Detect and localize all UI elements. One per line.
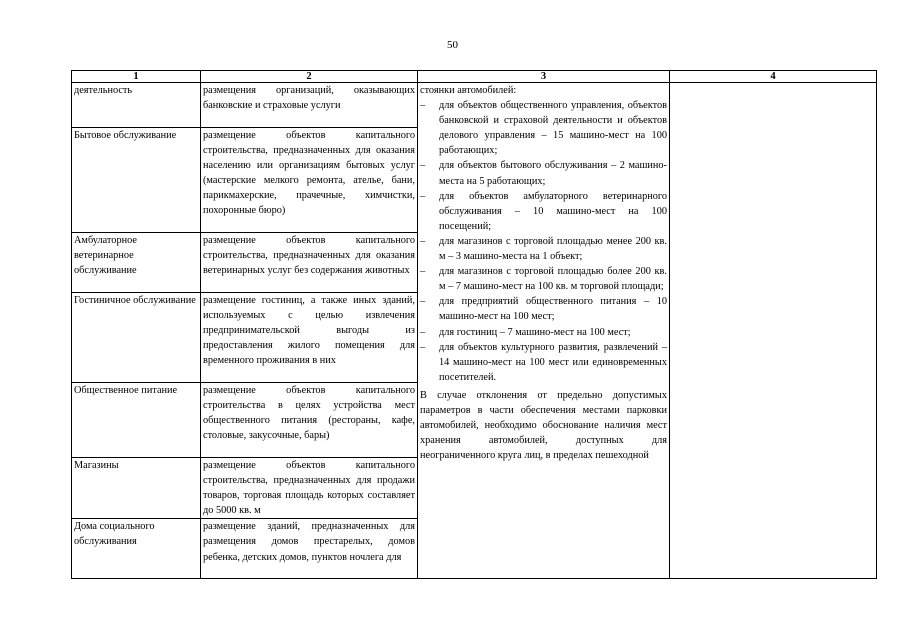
parking-item-text: для объектов культурного развития, развлечений – 14 машино-мест на 100 мест или единовременных посетителей. xyxy=(439,341,667,383)
parking-item-text: для гостиниц – 7 машино-мест на 100 мест; xyxy=(439,326,631,338)
dash-marker: – xyxy=(420,160,426,172)
parking-item xyxy=(420,189,667,234)
use-description-cell: размещение объектов капитального строительства, предназначенных для оказания ветеринарных услуг без содержания животных xyxy=(201,233,418,293)
column-header-4: 4 xyxy=(670,71,877,83)
use-description-cell: размещение объектов капитального строительства в целях устройства мест общественного питания (рестораны, кафе, столовые, закусочные, бары) xyxy=(201,383,418,458)
use-type-cell: деятельность xyxy=(72,83,201,128)
use-type-cell: Бытовое обслуживание xyxy=(72,128,201,233)
parking-item xyxy=(420,234,667,264)
dash-marker: – xyxy=(420,266,426,278)
dash-marker: – xyxy=(420,190,426,202)
use-description-cell: размещение зданий, предназначенных для размещения домов престарелых, домов ребенка, детских домов, пунктов ночлега для xyxy=(201,519,418,579)
use-description-cell: размещение гостиниц, а также иных зданий, используемых с целью извлечения предпринимательской выгоды из предоставления жилого помещения для временного проживания в них xyxy=(201,293,418,383)
dash-marker: – xyxy=(420,296,426,308)
column-header-3: 3 xyxy=(418,71,670,83)
use-type-cell: Амбулаторное ветеринарное обслуживание xyxy=(72,233,201,293)
use-description-cell: размещение объектов капитального строительства, предназначенных для продажи товаров, торговая площадь которых составляет до 5000 кв. м xyxy=(201,458,418,519)
table-row xyxy=(72,83,877,128)
parking-item xyxy=(420,325,667,340)
parking-item-text: для объектов бытового обслуживания – 2 машино-места на 5 работающих; xyxy=(439,160,667,187)
parking-item xyxy=(420,158,667,188)
parking-requirements-cell xyxy=(418,83,670,579)
use-description-cell: размещения организаций, оказывающих банковские и страховые услуги xyxy=(201,83,418,128)
column-4-cell xyxy=(670,83,877,579)
dash-marker: – xyxy=(420,326,426,338)
parking-item xyxy=(420,294,667,324)
column-header-2: 2 xyxy=(201,71,418,83)
use-type-cell: Гостиничное обслуживание xyxy=(72,293,201,383)
dash-marker: – xyxy=(420,341,426,353)
regulations-table xyxy=(71,70,877,579)
parking-item xyxy=(420,264,667,294)
deviation-paragraph: В случае отклонения от предельно допустимых параметров в части обеспечения местами парковки автомобилей, необходимо обоснование наличия мест хранения автомобилей, доступных для неограниченного круга лиц, в пределах пешеходной xyxy=(420,389,667,462)
dash-marker: – xyxy=(420,100,426,112)
parking-item-text: для объектов общественного управления, объектов банковской и страховой деятельности и объектов делового управления – 15 машино-мест на 100 работающих; xyxy=(439,100,667,157)
table-header-row xyxy=(72,71,877,83)
parking-item xyxy=(420,98,667,158)
parking-intro: стоянки автомобилей: xyxy=(420,85,517,96)
use-description-cell: размещение объектов капитального строительства, предназначенных для оказания населению или организациям бытовых услуг (мастерские мелкого ремонта, ателье, бани, парикмахерские, прачечные, химчистки, похоронные бюро) xyxy=(201,128,418,233)
use-type-cell: Общественное питание xyxy=(72,383,201,458)
parking-item-text: для объектов амбулаторного ветеринарного обслуживания – 10 машино-мест на 100 посещений; xyxy=(439,190,667,232)
parking-item-text: для магазинов с торговой площадью более 200 кв. м – 7 машино-мест на 100 кв. м торговой площади; xyxy=(439,266,667,293)
dash-marker: – xyxy=(420,235,426,247)
parking-item xyxy=(420,340,667,385)
page-number: 50 xyxy=(447,39,458,51)
parking-item-text: для магазинов с торговой площадью менее 200 кв. м – 3 машино-места на 1 объект; xyxy=(439,235,667,263)
use-type-cell: Дома социального обслуживания xyxy=(72,519,201,579)
column-header-1: 1 xyxy=(72,71,201,83)
parking-item-text: для предприятий общественного питания – 10 машино-мест на 100 мест; xyxy=(439,296,667,323)
use-type-cell: Магазины xyxy=(72,458,201,519)
